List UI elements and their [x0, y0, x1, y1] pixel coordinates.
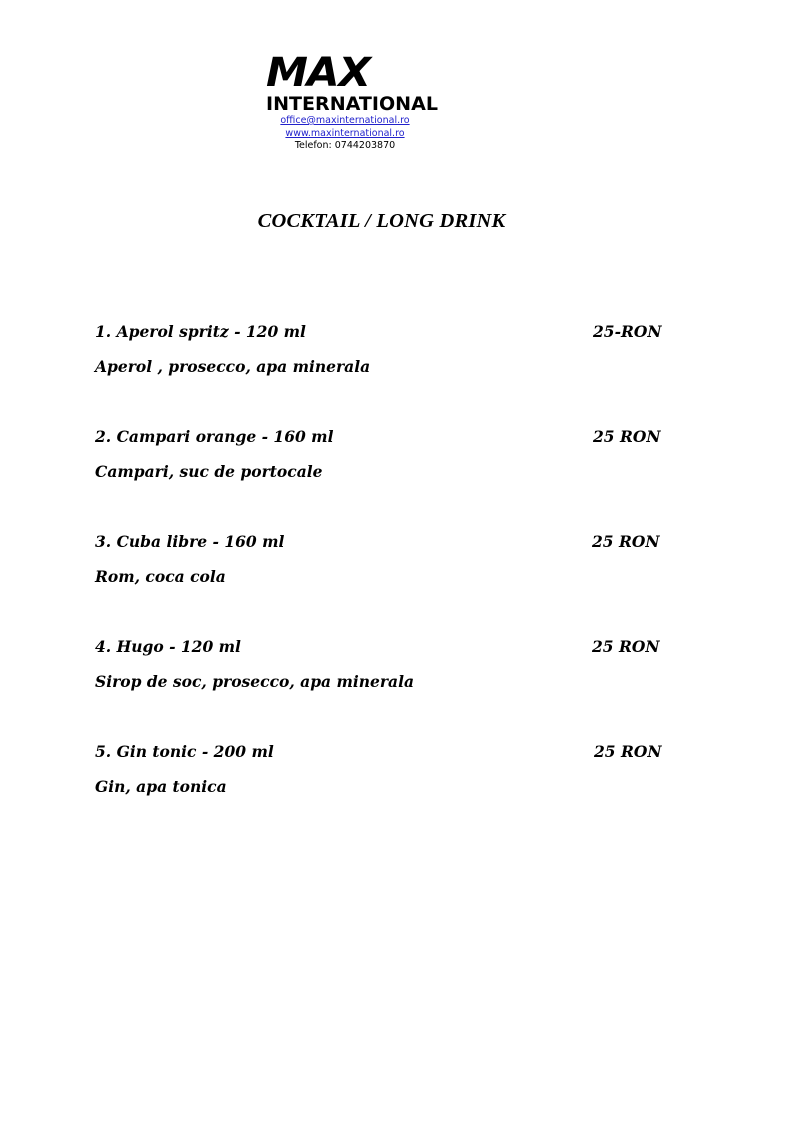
menu-item-name: 1. Aperol spritz - 120 ml	[95, 322, 306, 341]
menu-item-description: Sirop de soc, prosecco, apa minerala	[95, 672, 415, 691]
contact-block	[270, 115, 420, 153]
menu-item-price: 25 RON	[593, 427, 661, 446]
menu-item-description: Campari, suc de portocale	[95, 462, 323, 481]
menu-title: COCKTAIL / LONG DRINK	[257, 210, 506, 232]
website-link[interactable]: www.maxinternational.ro	[285, 127, 405, 139]
menu-item-name: 2. Campari orange - 160 ml	[95, 427, 334, 446]
menu-item-name: 5. Gin tonic - 200 ml	[95, 742, 274, 761]
logo-word-max: MAX	[266, 52, 374, 96]
menu-item-name: 4. Hugo - 120 ml	[95, 637, 241, 656]
menu-item-description: Aperol , prosecco, apa minerala	[95, 357, 371, 376]
logo-word-international: INTERNATIONAL	[266, 93, 438, 112]
company-logo	[264, 52, 440, 112]
menu-item-name: 3. Cuba libre - 160 ml	[95, 532, 285, 551]
phone-text: Telefon: 0744203870	[294, 140, 396, 151]
menu-item-description: Gin, apa tonica	[95, 777, 227, 796]
max-international-logo	[264, 52, 440, 112]
email-link[interactable]: office@maxinternational.ro	[280, 115, 410, 126]
menu-item-description: Rom, coca cola	[95, 567, 226, 586]
menu-item-price: 25 RON	[592, 532, 660, 551]
menu-item-price: 25 RON	[592, 637, 660, 656]
menu-item-price: 25-RON	[593, 322, 662, 341]
menu-item-price: 25 RON	[594, 742, 662, 761]
